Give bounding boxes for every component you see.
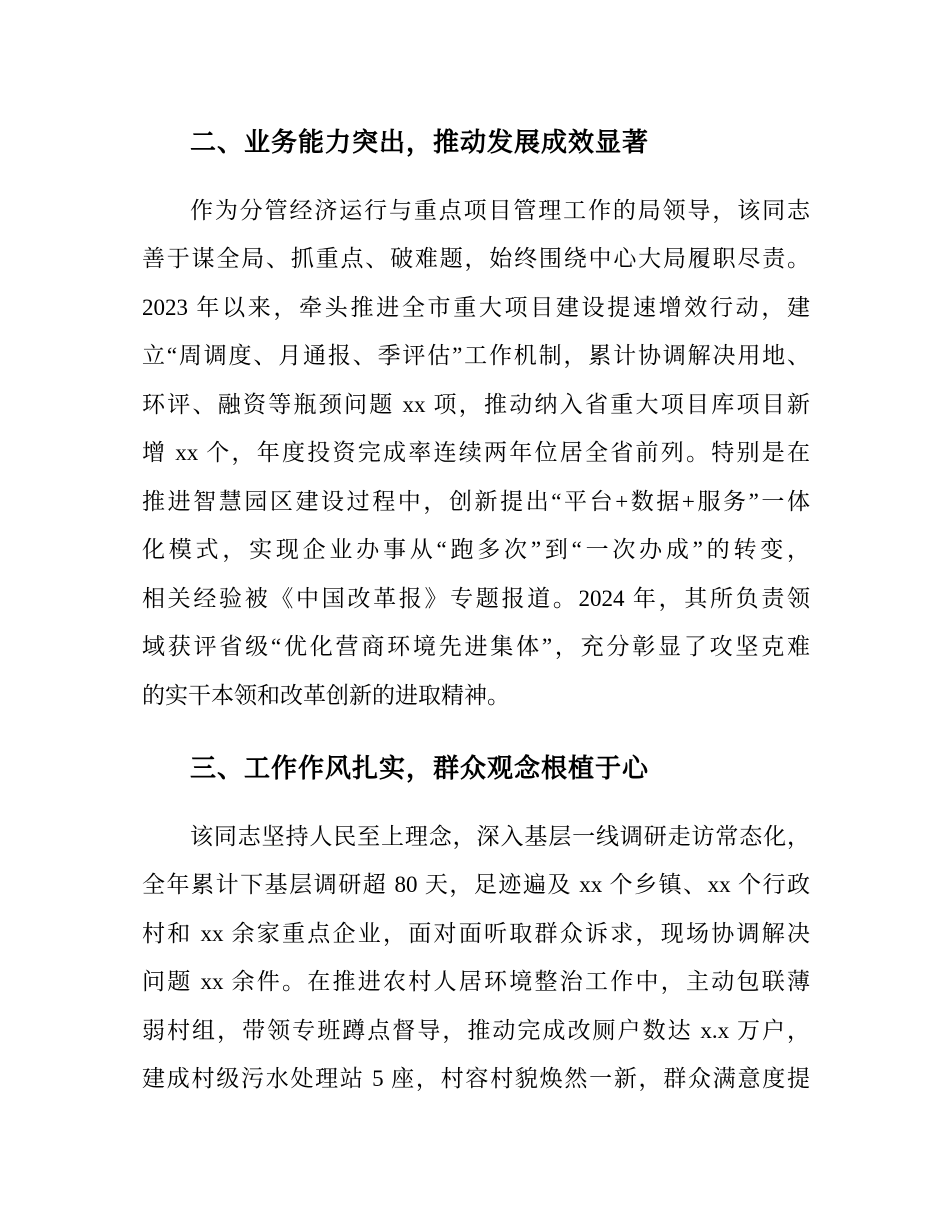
doc-line: 增 xx 个，年度投资完成率连续两年位居全省前列。特别是在 (142, 440, 810, 465)
doc-line: 全年累计下基层调研超 80 天，足迹遍及 xx 个乡镇、xx 个行政 (142, 872, 810, 897)
document-text-block (142, 118, 810, 1128)
doc-line: 推进智慧园区建设过程中，创新提出“平台+数据+服务”一体 (142, 488, 810, 514)
doc-line: 问题 xx 余件。在推进农村人居环境整治工作中，主动包联薄 (142, 969, 810, 994)
doc-line: 域获评省级“优化营商环境先进集体”，充分彰显了攻坚克难 (142, 634, 810, 659)
doc-line: 作为分管经济运行与重点项目管理工作的局领导，该同志 (190, 197, 810, 223)
doc-line: 环评、融资等瓶颈问题 xx 项，推动纳入省重大项目库项目新 (142, 391, 810, 417)
doc-line: 该同志坚持人民至上理念，深入基层一线调研走访常态化， (190, 823, 810, 849)
doc-line: 2023 年以来，牵头推进全市重大项目建设提速增效行动，建 (142, 294, 810, 320)
doc-line: 化模式，实现企业办事从“跑多次”到“一次办成”的转变， (142, 537, 810, 562)
section-3-paragraph (142, 813, 810, 1104)
doc-line: 的实干本领和改革创新的进取精神。 (142, 682, 510, 708)
doc-line: 弱村组，带领专班蹲点督导，推动完成改厕户数达 x.x 万户， (142, 1017, 810, 1043)
doc-line: 相关经验被《中国改革报》专题报道。2024 年，其所负责领 (142, 585, 810, 611)
section-heading-3: 三、工作作风扎实，群众观念根植于心 (190, 753, 650, 783)
doc-line: 立“周调度、月通报、季评估”工作机制，累计协调解决用地、 (142, 343, 810, 368)
doc-line: 善于谋全局、抓重点、破难题，始终围绕中心大局履职尽责。 (142, 246, 810, 271)
section-2-paragraph (142, 187, 810, 721)
section-heading-2: 二、业务能力突出，推动发展成效显著 (190, 127, 650, 157)
doc-line: 村和 xx 余家重点企业，面对面听取群众诉求，现场协调解决 (142, 920, 810, 946)
doc-line: 建成村级污水处理站 5 座，村容村貌焕然一新，群众满意度提 (142, 1066, 810, 1091)
